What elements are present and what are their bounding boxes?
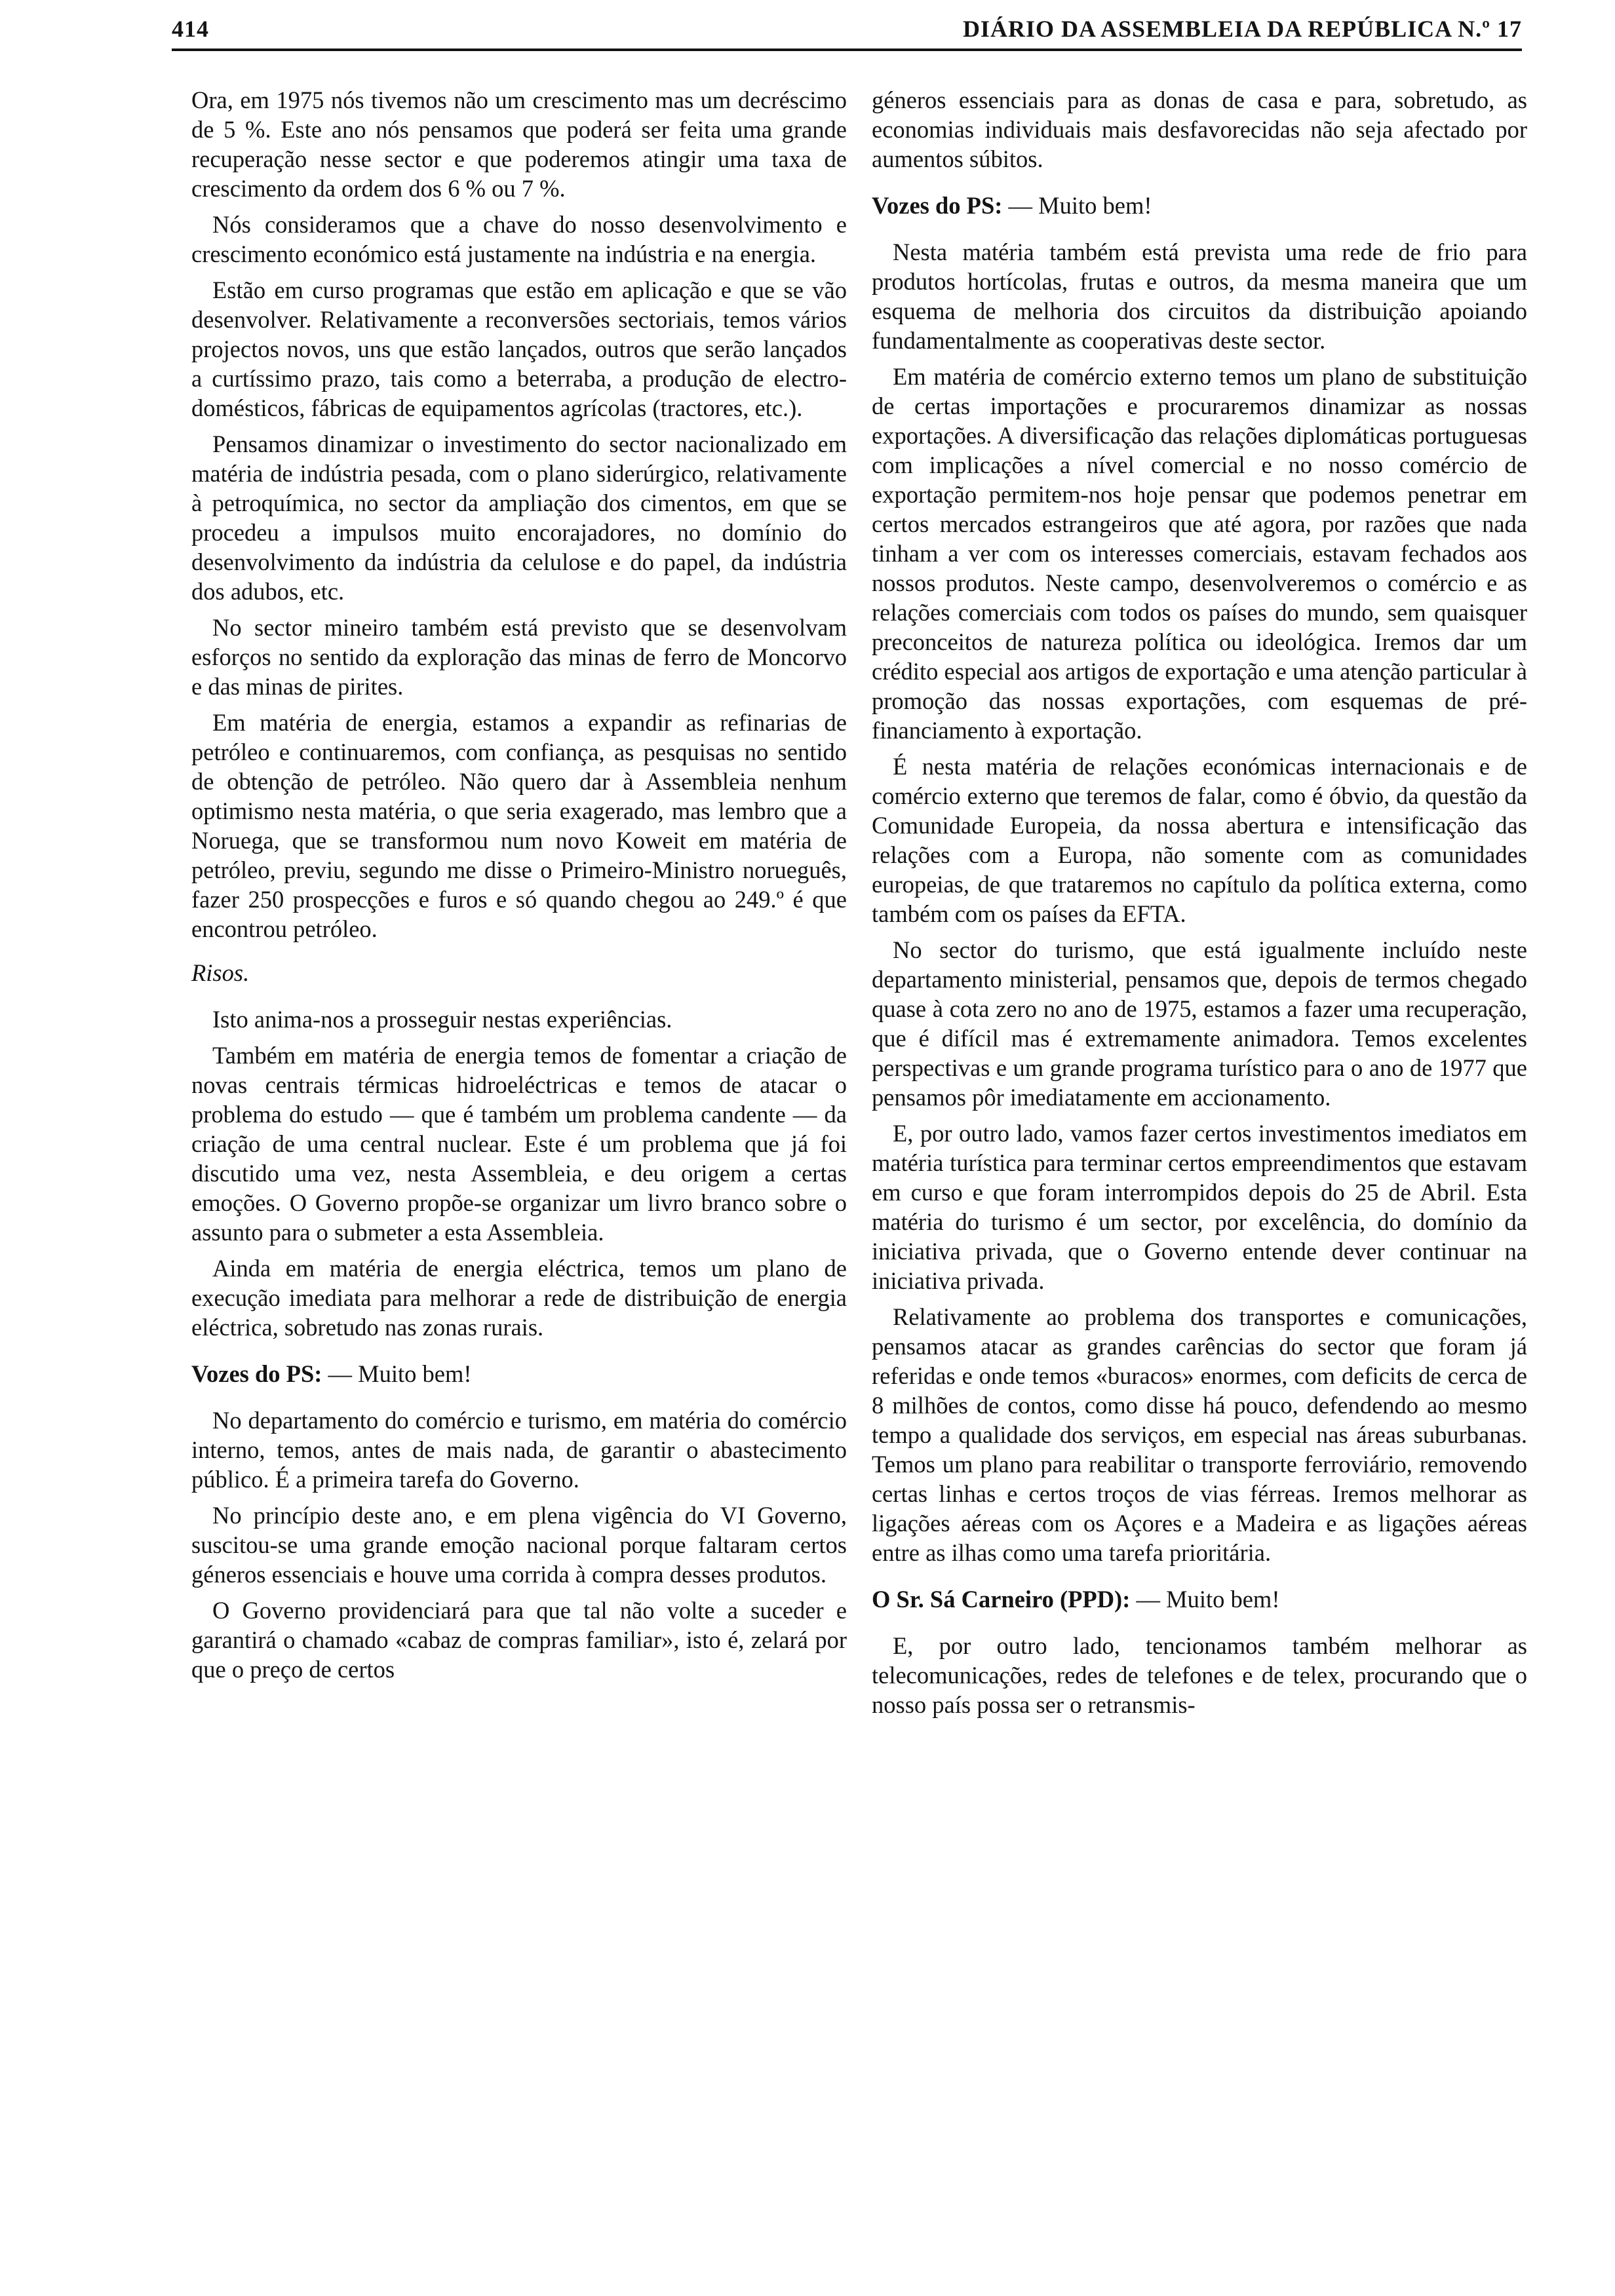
speaker-remark: — Muito bem! [1130,1586,1280,1613]
paragraph: Isto anima-nos a prosseguir nestas experiências. [212,1006,672,1033]
paragraph: No sector mineiro também está previsto que se desenvolvam esforços no sentido da exploração das minas de ferro de Moncorvo e das minas de pirites. [191,614,847,700]
journal-title: DIÁRIO DA ASSEMBLEIA DA REPÚBLICA N.º 17 [962,16,1522,42]
paragraph: E, por outro lado, vamos fazer certos investimentos imediatos em matéria turística para terminar certos empreendimentos que estavam em curso e que foram interrompidos depois do 25 de Abril. Esta matéria do turismo é um sector, por excelência, do domínio da iniciativa privada, que o Governo entende dever continuar na iniciativa privada. [872,1120,1527,1294]
right-column [872,85,1527,1726]
paragraph: Estão em curso programas que estão em aplicação e que se vão desenvolver. Relativamente a reconversões sectoriais, temos vários projectos novos, uns que estão lançados, outros que serão lançados a curtíssimo prazo, tais como a beterraba, a produção de electro-domésticos, fábricas de equipamentos agrícolas (tractores, etc.). [191,277,847,421]
speaker-name: O Sr. Sá Carneiro (PPD): [872,1586,1131,1613]
paragraph: Em matéria de comércio externo temos um plano de substituição de certas importações e procuraremos dinamizar as nossas exportações. A diversificação das relações diplomáticas portuguesas com implicações a nível comercial e no nosso comércio de exportação permitem-nos hoje pensar que podemos penetrar em certos mercados estrangeiros que até agora, por razões que nada tinham a ver com os interesses comerciais, estavam fechados aos nossos produtos. Neste campo, desenvolveremos o comércio e as relações comerciais com todos os países do mundo, sem quaisquer preconceitos de natureza política ou ideológica. Iremos dar um crédito especial aos artigos de exportação e uma atenção particular à promoção das nossas exportações, com esquemas de pré-financiamento à exportação. [872,363,1527,744]
running-header [172,12,1522,46]
speaker-name: Vozes do PS: [872,192,1003,219]
header-rule [172,48,1522,51]
paragraph: O Governo providenciará para que tal não volte a suceder e garantirá o chamado «cabaz de compras familiar», isto é, zelará por que o preço de certos [191,1597,847,1683]
paragraph: Ora, em 1975 nós tivemos não um crescimento mas um decréscimo de 5 %. Este ano nós pensamos que poderá ser feita uma grande recuperação nesse sector e que poderemos atingir uma taxa de crescimento da ordem dos 6 % ou 7 %. [191,86,847,202]
paragraph: géneros essenciais para as donas de casa e para, sobretudo, as economias individuais mais desfavorecidas não seja afectado por aumentos súbitos. [872,86,1527,172]
paragraph: Pensamos dinamizar o investimento do sector nacionalizado em matéria de indústria pesada, com o plano siderúrgico, relativamente à petroquímica, no sector da ampliação dos cimentos, em que se procedeu a impulsos muito encorajadores, no domínio do desenvolvimento da indústria da celulose e do papel, da indústria dos adubos, etc. [191,430,847,605]
paragraph: Relativamente ao problema dos transportes e comunicações, pensamos atacar as grandes carências do sector que foram já referidas e onde temos «buracos» enormes, com deficits de cerca de 8 milhões de contos, como disse há pouco, defendendo ao mesmo tempo a qualidade dos serviços, em especial nas áreas suburbanas. Temos um plano para reabilitar o transporte ferroviário, removendo certas linhas e certos troços de vias férreas. Iremos melhorar as ligações aéreas com os Açores e a Madeira e as ligações aéreas entre as ilhas como uma tarefa prioritária. [872,1303,1527,1566]
stage-direction: Risos. [191,959,250,986]
paragraph: Nesta matéria também está prevista uma rede de frio para produtos hortícolas, frutas e outros, da mesma maneira que um esquema de melhoria dos circuitos da distribuição apoiando fundamentalmente as cooperativas deste sector. [872,239,1527,354]
paragraph: No departamento do comércio e turismo, em matéria do comércio interno, temos, antes de mais nada, de garantir o abastecimento público. É a primeira tarefa do Governo. [191,1407,847,1493]
paragraph: Ainda em matéria de energia eléctrica, temos um plano de execução imediata para melhorar a rede de distribuição de energia eléctrica, sobretudo nas zonas rurais. [191,1255,847,1341]
paragraph: Também em matéria de energia temos de fomentar a criação de novas centrais térmicas hidroeléctricas e temos de atacar o problema do estudo — que é também um problema candente — da criação de uma central nuclear. Este é um problema que já foi discutido uma vez, nesta Assembleia, e deu origem a certas emoções. O Governo propõe-se organizar um livro branco sobre o assunto para o submeter a esta Assembleia. [191,1042,847,1246]
paragraph: Em matéria de energia, estamos a expandir as refinarias de petróleo e continuaremos, com confiança, as pesquisas no sentido de obtenção de petróleo. Não quero dar à Assembleia nenhum optimismo nesta matéria, o que seria exagerado, mas lembro que a Noruega, que se transformou num novo Koweit em matéria de petróleo, previu, segundo me disse o Primeiro-Ministro norueguês, fazer 250 prospecções e furos e só quando chegou ao 249.º é que encontrou petróleo. [191,709,847,942]
speaker-name: Vozes do PS: [191,1360,322,1387]
speaker-remark: — Muito bem! [1002,192,1152,219]
left-column [191,85,847,1691]
page-number: 414 [172,16,209,42]
paragraph: É nesta matéria de relações económicas internacionais e de comércio externo que teremos de falar, como é óbvio, da questão da Comunidade Europeia, da nossa abertura e intensificação das relações com a Europa, não somente com as comunidades europeias, de que trataremos no capítulo da política externa, como também com os países da EFTA. [872,753,1527,927]
paragraph: E, por outro lado, tencionamos também melhorar as telecomunicações, redes de telefones e de telex, procurando que o nosso país possa ser o retransmis- [872,1632,1527,1718]
paragraph: No princípio deste ano, e em plena vigência do VI Governo, suscitou-se uma grande emoção nacional porque faltaram certos géneros essenciais e houve uma corrida à compra desses produtos. [191,1502,847,1588]
paragraph: Nós consideramos que a chave do nosso desenvolvimento e crescimento económico está justamente na indústria e na energia. [191,211,847,267]
speaker-remark: — Muito bem! [322,1360,472,1387]
speaker-interjection [191,1359,847,1388]
speaker-interjection [872,1584,1527,1614]
paragraph: No sector do turismo, que está igualmente incluído neste departamento ministerial, pensamos que, depois de termos chegado quase à cota zero no ano de 1975, estamos a fazer uma recuperação, que é difícil mas é extremamente animadora. Temos excelentes perspectivas e um grande programa turístico para o ano de 1977 que pensamos pôr imediatamente em accionamento. [872,936,1527,1111]
speaker-interjection [872,191,1527,220]
